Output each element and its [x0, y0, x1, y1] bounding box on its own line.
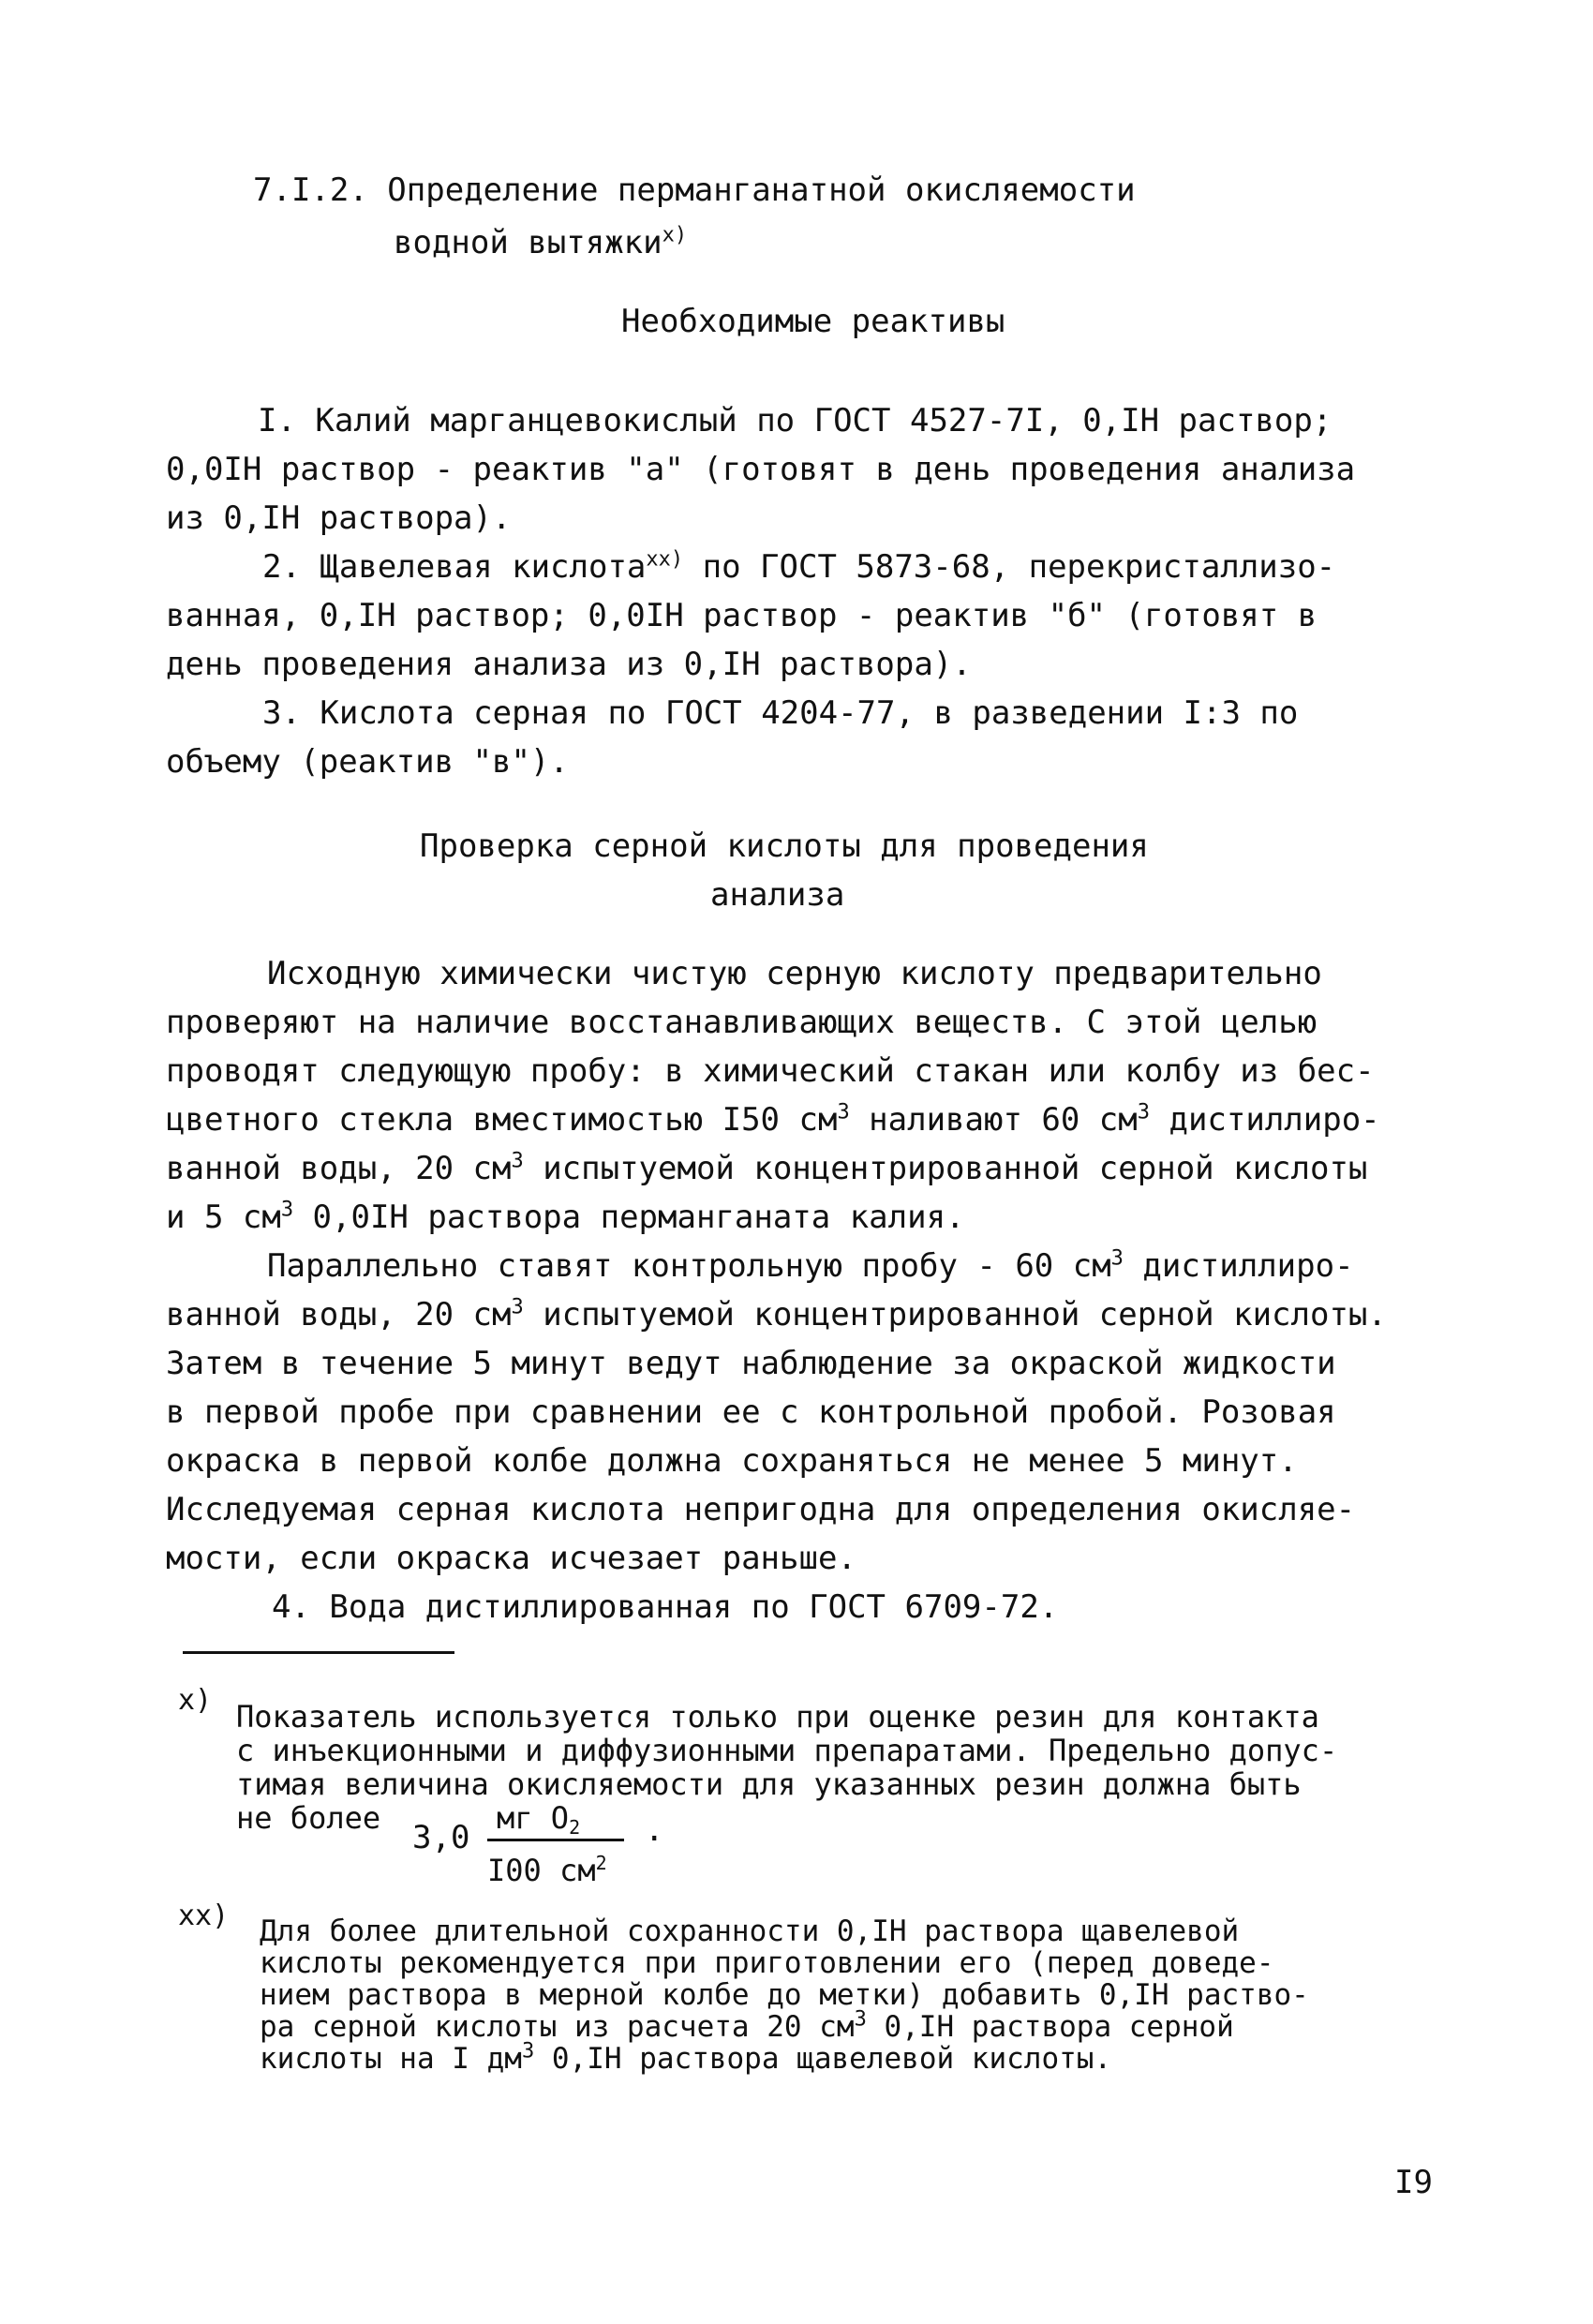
- text-seg: наливают 60 см: [849, 1101, 1138, 1139]
- reagent-3-line1: 3. Кислота серная по ГОСТ 4204-77, в разведении I:3 по: [262, 694, 1299, 732]
- text-seg: цветного стекла вместимостью I50 см: [166, 1101, 838, 1139]
- footnote-1-mark: x): [178, 1684, 213, 1717]
- footnote-1-line2: с инъекционными и диффузионными препаратами. Предельно допус-: [236, 1733, 1338, 1768]
- footnote-ref-x: x): [662, 223, 688, 247]
- sup-3: 3: [511, 1295, 524, 1319]
- reagent-2-line3: день проведения анализа из 0,IН раствора).: [166, 646, 972, 683]
- denominator-sup: 2: [595, 1852, 607, 1874]
- reagent-2-text-a: 2. Щавелевая кислота: [262, 548, 647, 586]
- footnote-separator: [183, 1651, 454, 1654]
- reagent-4: 4. Вода дистиллированная по ГОСТ 6709-72.: [272, 1588, 1059, 1626]
- sup-3: 3: [1137, 1100, 1150, 1125]
- fraction-denominator: [487, 1852, 607, 1888]
- footnote-2-line1: Для более длительной сохранности 0,IН раствора щавелевой: [260, 1914, 1240, 1948]
- reagents-title: Необходимые реактивы: [621, 303, 1005, 340]
- check-p2-line4: в первой пробе при сравнении ее с контрольной пробой. Розовая: [166, 1393, 1336, 1431]
- text-seg: 0,0IН раствора перманганата калия.: [293, 1199, 965, 1236]
- text-seg: 0,IН раствора щавелевой кислоты.: [534, 2042, 1112, 2076]
- sup-3: 3: [280, 1198, 294, 1222]
- text-seg: и 5 см: [166, 1199, 281, 1236]
- footnote-2-line2: кислоты рекомендуется при приготовлении его (перед доведе-: [260, 1946, 1274, 1980]
- reagent-2-text-b: по ГОСТ 5873-68, перекристаллизо-: [683, 548, 1336, 586]
- reagent-1-line2: 0,0IН раствор - реактив "а" (готовят в день проведения анализа: [166, 451, 1356, 488]
- section-heading-text: водной вытяжки: [394, 224, 663, 261]
- footnote-2-line5: [260, 2039, 1112, 2076]
- sup-3: 3: [521, 2039, 535, 2063]
- footnote-1-line3: тимая величина окисляемости для указанных резин должна быть: [236, 1766, 1302, 1802]
- text-seg: дистиллиро-: [1123, 1247, 1354, 1285]
- check-p2-line7: мости, если окраска исчезает раньше.: [166, 1540, 856, 1577]
- reagent-2-line2: ванная, 0,IН раствор; 0,0IН раствор - реактив "б" (готовят в: [166, 597, 1318, 634]
- numerator-sub: 2: [569, 1816, 581, 1839]
- check-p1-line1: Исходную химически чистую серную кислоту предварительно: [267, 955, 1322, 992]
- reagent-1-line1: I. Калий марганцевокислый по ГОСТ 4527-7I, 0,IН раствор;: [258, 402, 1332, 439]
- footnote-ref-xx: xx): [646, 547, 684, 572]
- check-p1-line4: [166, 1100, 1380, 1139]
- text-seg: ванной воды, 20 см: [166, 1150, 512, 1187]
- text-seg: испытуемой концентрированной серной кислоты.: [523, 1296, 1387, 1333]
- text-seg: 0,IН раствора серной: [866, 2010, 1234, 2044]
- footnote-2-line3: нием раствора в мерной колбе до метки) добавить 0,IН раство-: [260, 1978, 1309, 2012]
- sup-3: 3: [837, 1100, 850, 1125]
- sup-3: 3: [854, 2007, 867, 2032]
- check-p2-line3: Затем в течение 5 минут ведут наблюдение за окраской жидкости: [166, 1345, 1336, 1382]
- check-p1-line5: [166, 1149, 1368, 1187]
- section-heading-line2: [394, 223, 688, 261]
- check-p2-line5: окраска в первой колбе должна сохраняться не менее 5 минут.: [166, 1442, 1298, 1480]
- footnote-1-line1: Показатель используется только при оценке резин для контакта: [236, 1699, 1319, 1735]
- footnote-2-mark: xx): [178, 1899, 230, 1932]
- check-p1-line2: проверяют на наличие восстанавливающих веществ. С этой целью: [166, 1004, 1318, 1041]
- text-seg: ванной воды, 20 см: [166, 1296, 512, 1333]
- reagent-2-line1: [262, 547, 1336, 586]
- footnote-2-line4: [260, 2007, 1234, 2044]
- numerator-text: мг О: [497, 1800, 570, 1836]
- check-title-line1: Проверка серной кислоты для проведения: [420, 827, 1149, 865]
- text-seg: Параллельно ставят контрольную пробу - 60 см: [267, 1247, 1111, 1285]
- limit-value: 3,0: [412, 1819, 470, 1856]
- fraction-period: .: [645, 1811, 664, 1849]
- text-seg: испытуемой концентрированной серной кислоты: [523, 1150, 1368, 1187]
- check-p2-line2: [166, 1295, 1387, 1333]
- fraction-numerator: [497, 1800, 581, 1839]
- check-p2-line1: [267, 1246, 1354, 1285]
- check-p1-line3: проводят следующую пробу: в химический стакан или колбу из бес-: [166, 1052, 1375, 1090]
- check-title-line2: анализа: [710, 876, 845, 914]
- text-seg: ра серной кислоты из расчета 20 см: [260, 2010, 855, 2044]
- text-seg: дистиллиро-: [1150, 1101, 1380, 1139]
- check-p2-line6: Исследуемая серная кислота непригодна для определения окисляе-: [166, 1491, 1356, 1528]
- sup-3: 3: [511, 1149, 524, 1173]
- page-number: I9: [1394, 2164, 1433, 2201]
- footnote-1-line4: не более: [236, 1800, 381, 1836]
- denominator-text: I00 см: [487, 1853, 596, 1888]
- reagent-1-line3: из 0,IН раствора).: [166, 499, 512, 537]
- fraction-bar: [487, 1839, 624, 1841]
- text-seg: кислоты на I дм: [260, 2042, 522, 2076]
- section-heading: 7.I.2. Определение перманганатной окисляемости: [253, 171, 1136, 209]
- check-p1-line6: [166, 1198, 965, 1236]
- sup-3: 3: [1110, 1246, 1124, 1271]
- reagent-3-line2: объему (реактив "в").: [166, 743, 569, 781]
